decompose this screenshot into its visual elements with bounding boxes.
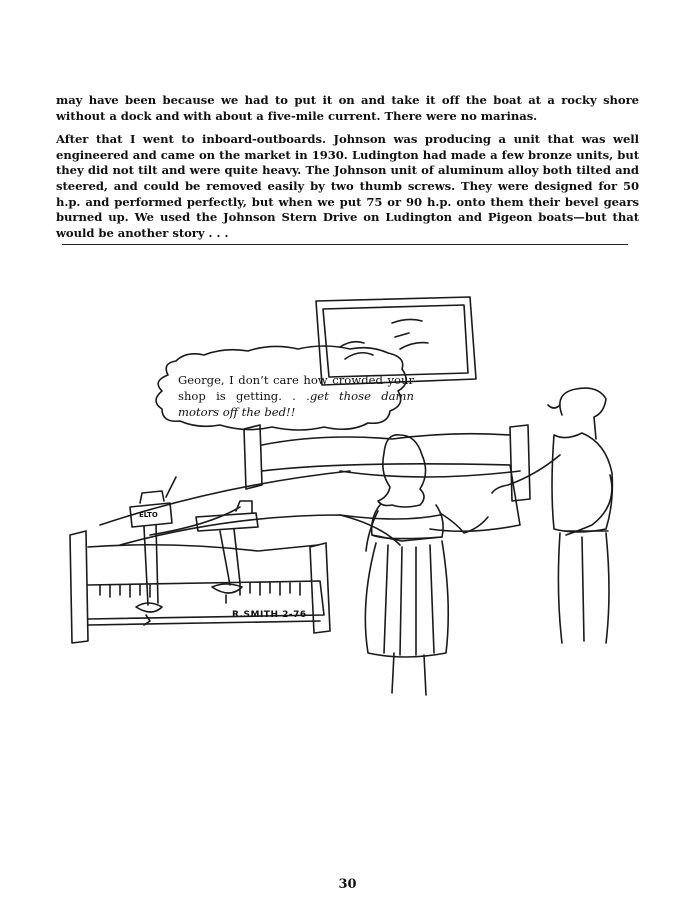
- speech-dots: . . .: [278, 389, 310, 403]
- outboard-motor-right: [196, 501, 258, 603]
- motor-brand-label: ELTO: [139, 511, 158, 519]
- speech-bubble-text: [178, 372, 414, 420]
- page-number: 30: [338, 877, 357, 892]
- artist-signature: R.SMITH 2-76: [232, 610, 307, 620]
- cartoon-illustration: [40, 285, 640, 705]
- outboard-motor-left: [130, 477, 176, 625]
- paragraph-1: may have been because we had to put it on and take it off the boat at a rocky shore without a dock and with about a five-mile current. There were no marinas.: [56, 93, 639, 123]
- speech-italic: get those damn motors off the bed!!: [178, 389, 414, 419]
- speech-plain: George, I don’t care how crowded your shop is getting: [178, 373, 414, 403]
- body-text: [56, 93, 639, 249]
- horizontal-rule: [62, 244, 628, 245]
- paragraph-2: After that I went to inboard-outboards. Johnson was producing a unit that was well engineered and came on the market in 1930. Ludington had made a few bronze units, but they did not tilt and were quite heavy. The Johnson unit of aluminum alloy both tilted and steered, and could be removed easily by two thumb screws. They were designed for 50 h.p. and performed perfectly, but when we put 75 or 90 h.p. onto them their bevel gears burned up. We used the Johnson Stern Drive on Ludington and Pigeon boats—but that would be another story . . .: [56, 132, 639, 240]
- woman-figure: [365, 435, 488, 695]
